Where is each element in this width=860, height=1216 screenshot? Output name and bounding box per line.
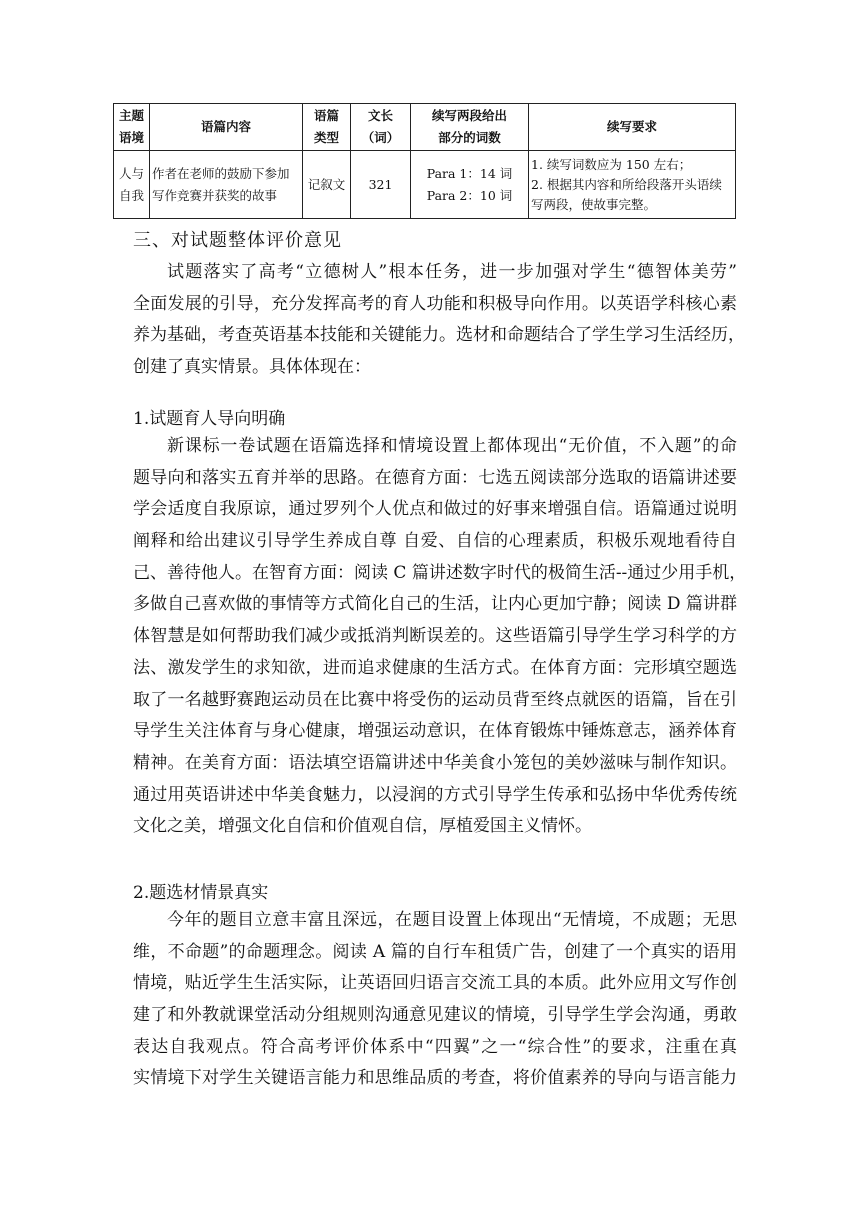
cell-length: 321 bbox=[351, 151, 411, 219]
exam-info-table bbox=[113, 103, 736, 219]
paragraph-line: 体智慧是如何帮助我们减少或抵消判断误差的。这些语篇引导学生学习科学的方 bbox=[133, 626, 737, 647]
cell-given-words: Para 1：14 词 Para 2：10 词 bbox=[411, 151, 529, 219]
paragraph-line: 学会适度自我原谅，通过罗列个人优点和做过的好事来增强自信。语篇通过说明 bbox=[133, 499, 737, 520]
paragraph-line: 实情境下对学生关键语言能力和思维品质的考查，将价值素养的导向与语言能力 bbox=[133, 1068, 737, 1089]
header-given-words: 续写两段给出 部分的词数 bbox=[411, 104, 529, 151]
paragraph-line: 全面发展的引导，充分发挥高考的育人功能和积极导向作用。以英语学科核心素 bbox=[133, 293, 737, 314]
cell-content: 作者在老师的鼓励下参加 写作竞赛并获奖的故事 bbox=[150, 151, 303, 219]
header-length: 文长 （词） bbox=[351, 104, 411, 151]
paragraph-line: 精神。在美育方面：语法填空语篇讲述中华美食小笼包的美妙滋味与制作知识。 bbox=[133, 752, 737, 773]
subheading-1: 1.试题育人导向明确 bbox=[133, 409, 286, 429]
paragraph-line: 导学生关注体育与身心健康，增强运动意识，在体育锻炼中锤炼意志，涵养体育 bbox=[133, 721, 737, 742]
table-header-row bbox=[114, 104, 736, 151]
paragraph-line: 今年的题目立意丰富且深远，在题目设置上体现出“无情境，不成题；无思 bbox=[167, 910, 737, 930]
paragraph-context bbox=[133, 905, 737, 1095]
paragraph-line: 试题落实了高考“立德树人”根本任务，进一步加强对学生“德智体美劳” bbox=[167, 262, 737, 282]
paragraph-line: 多做自己喜欢做的事情等方式简化自己的生活，让内心更加宁静；阅读 D 篇讲群 bbox=[133, 594, 737, 615]
header-requirements: 续写要求 bbox=[529, 104, 736, 151]
paragraph-line: 阐释和给出建议引导学生养成自尊 自爱、自信的心理素质，积极乐观地看待自 bbox=[133, 531, 737, 552]
paragraph-line: 新课标一卷试题在语篇选择和情境设置上都体现出“无价值，不入题”的命 bbox=[167, 436, 737, 456]
paragraph-line: 情境，贴近学生生活实际，让英语回归语言交流工具的本质。此外应用文写作创 bbox=[133, 973, 737, 994]
header-theme: 主题 语境 bbox=[114, 104, 150, 151]
header-content: 语篇内容 bbox=[150, 104, 303, 151]
table-row bbox=[114, 151, 736, 219]
paragraph-line: 己、善待他人。在智育方面：阅读 C 篇讲述数字时代的极简生活--通过少用手机， bbox=[133, 562, 747, 583]
paragraph-line: 法、激发学生的求知欲，进而追求健康的生活方式。在体育方面：完形填空题选 bbox=[133, 657, 737, 678]
paragraph-education bbox=[133, 431, 747, 843]
cell-genre: 记叙文 bbox=[303, 151, 351, 219]
paragraph-line: 维，不命题”的命题理念。阅读 A 篇的自行车租赁广告，创建了一个真实的语用 bbox=[133, 941, 737, 962]
subheading-2: 2.题选材情景真实 bbox=[133, 883, 269, 903]
paragraph-line: 文化之美，增强文化自信和价值观自信，厚植爱国主义情怀。 bbox=[133, 816, 592, 837]
paragraph-line: 通过用英语讲述中华美食魅力，以浸润的方式引导学生传承和弘扬中华优秀传统 bbox=[133, 784, 737, 805]
paragraph-line: 表达自我观点。符合高考评价体系中“四翼”之一“综合性”的要求，注重在真 bbox=[133, 1036, 737, 1057]
cell-requirements: 1. 续写词数应为 150 左右； 2. 根据其内容和所给段落开头语续 写两段，使故事完整。 bbox=[529, 151, 736, 219]
paragraph-line: 取了一名越野赛跑运动员在比赛中将受伤的运动员背至终点就医的语篇，旨在引 bbox=[133, 689, 737, 710]
paragraph-overall bbox=[133, 257, 745, 384]
header-genre: 语篇 类型 bbox=[303, 104, 351, 151]
section-title: 三、对试题整体评价意见 bbox=[133, 230, 342, 251]
paragraph-line: 养为基础，考查英语基本技能和关键能力。选材和命题结合了学生学习生活经历， bbox=[133, 325, 745, 346]
cell-theme: 人与 自我 bbox=[114, 151, 150, 219]
paragraph-line: 题导向和落实五育并举的思路。在德育方面：七选五阅读部分选取的语篇讲述要 bbox=[133, 467, 737, 488]
paragraph-line: 创建了真实情景。具体体现在： bbox=[133, 357, 371, 378]
paragraph-line: 建了和外教就课堂活动分组规则沟通意见建议的情境，引导学生学会沟通，勇敢 bbox=[133, 1005, 737, 1026]
